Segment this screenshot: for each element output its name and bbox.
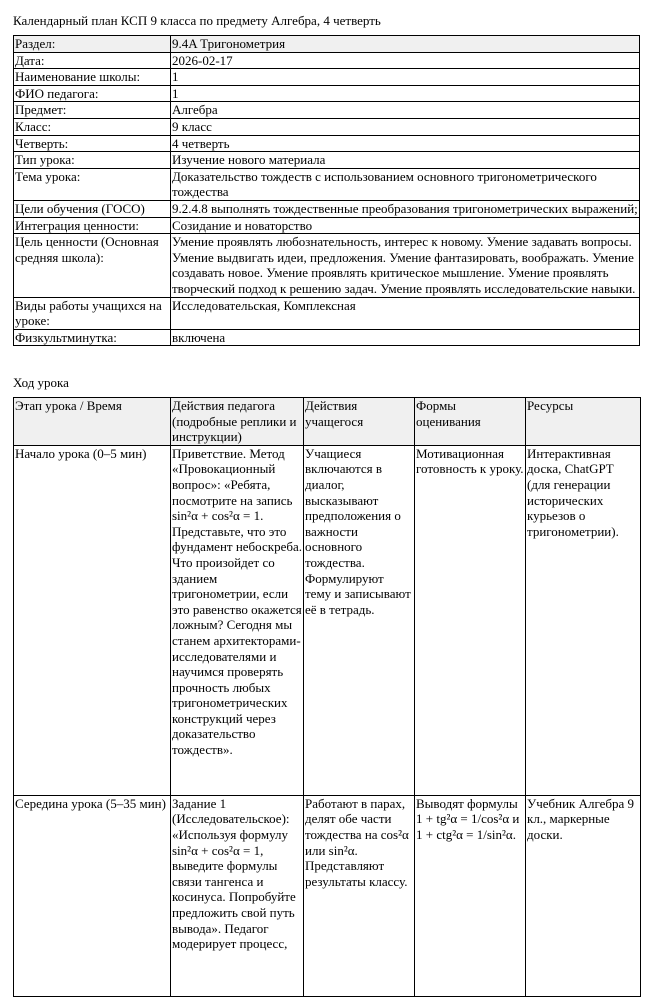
info-value: 9 класс (171, 118, 640, 135)
stage-cell: Начало урока (0–5 мин) (14, 445, 171, 795)
lesson-flow-heading: Ход урока (13, 375, 69, 390)
info-row-physical-break (14, 329, 640, 346)
info-value: Исследовательская, Комплексная (171, 297, 640, 329)
info-row-value-integration (14, 217, 640, 234)
resources-cell: Учебник Алгебра 9 кл., маркерные доски. (526, 795, 641, 996)
column-header-assessment: Формы оценивания (415, 398, 526, 446)
info-row-work-types (14, 297, 640, 329)
info-row-school (14, 69, 640, 86)
column-header-stage: Этап урока / Время (14, 398, 171, 446)
info-label: Цель ценности (Основная средняя школа): (14, 234, 171, 297)
info-label: Физкультминутка: (14, 329, 171, 346)
info-row-topic (14, 168, 640, 200)
info-label: Цели обучения (ГОСО) (14, 200, 171, 217)
info-label: Наименование школы: (14, 69, 171, 86)
info-row-class (14, 118, 640, 135)
info-label: ФИО педагога: (14, 85, 171, 102)
info-value: Доказательство тождеств с использованием основного тригонометрического тождества (171, 168, 640, 200)
info-label: Тип урока: (14, 152, 171, 169)
info-value: 1 (171, 69, 640, 86)
info-row-value-goal (14, 234, 640, 297)
student-actions-cell: Учащиеся включаются в диалог, высказывают предположения о важности основного тождества. Формулируют тему и записывают её в тетрадь. (304, 445, 415, 795)
info-value: Созидание и новаторство (171, 217, 640, 234)
info-label: Виды работы учащихся на уроке: (14, 297, 171, 329)
student-actions-cell: Работают в парах, делят обе части тождества на cos²α или sin²α. Представляют результаты классу. (304, 795, 415, 996)
info-row-subject (14, 102, 640, 119)
info-value: 9.2.4.8 выполнять тождественные преобразования тригонометрических выражений; (172, 200, 638, 216)
column-header-resources: Ресурсы (526, 398, 641, 446)
info-row-teacher (14, 85, 640, 102)
stage-cell: Середина урока (5–35 мин) (14, 795, 171, 996)
lesson-plan-table (13, 397, 641, 997)
table-row (14, 445, 641, 795)
column-header-teacher: Действия педагога (подробные реплики и инструкции) (171, 398, 304, 446)
column-header-student: Действия учащегося (304, 398, 415, 446)
info-label: Класс: (14, 118, 171, 135)
info-row-goals (14, 200, 640, 217)
page-title: Календарный план КСП 9 класса по предмету Алгебра, 4 четверть (13, 13, 381, 28)
info-row-quarter (14, 135, 640, 152)
info-value: 9.4A Тригонометрия (171, 36, 640, 53)
assessment-cell: Выводят формулы 1 + tg²α = 1/cos²α и 1 + ctg²α = 1/sin²α. (415, 795, 526, 996)
info-label: Интеграция ценности: (14, 217, 171, 234)
info-value: 2026-02-17 (171, 52, 640, 69)
assessment-cell: Мотивационная готовность к уроку. (415, 445, 526, 795)
info-row-lesson-type (14, 152, 640, 169)
info-label: Четверть: (14, 135, 171, 152)
info-value: включена (171, 329, 640, 346)
resources-cell: Интерактивная доска, ChatGPT (для генерации исторических курьезов о тригонометрии). (526, 445, 641, 795)
table-row (14, 795, 641, 996)
info-label: Предмет: (14, 102, 171, 119)
info-value: Умение проявлять любознательность, интерес к новому. Умение задавать вопросы. Умение выдвигать идеи, предложения. Умение фантазировать, воображать. Умение создавать новое. Умение проявлять критическое мышление. Умение проявлять творческий подход к решению задач. Умение проявлять исследовательские навыки. (171, 234, 640, 297)
info-value: Изучение нового материала (171, 152, 640, 169)
info-label: Раздел: (14, 36, 171, 53)
info-label: Дата: (14, 52, 171, 69)
teacher-actions-cell: Приветствие. Метод «Провокационный вопрос»: «Ребята, посмотрите на запись sin²α + cos²α = 1. Представьте, что это фундамент небоскреба. Что произойдет со зданием тригонометрии, если это равенство окажется ложным? Сегодня мы станем архитекторами-исследователями и научимся проверять прочность любых тригонометрических конструкций через доказательство тождеств». (171, 445, 304, 795)
teacher-actions-cell: Задание 1 (Исследовательское): «Используя формулу sin²α + cos²α = 1, выведите формулы связи тангенса и косинуса. Попробуйте предложить свой путь вывода». Педагог модерирует процесс, (171, 795, 304, 996)
table-header-row (14, 398, 641, 446)
info-value: Алгебра (171, 102, 640, 119)
lesson-info-table (13, 35, 640, 346)
info-value: 1 (171, 85, 640, 102)
info-row-section (14, 36, 640, 53)
info-value: 4 четверть (171, 135, 640, 152)
info-label: Тема урока: (14, 168, 171, 200)
info-row-date (14, 52, 640, 69)
